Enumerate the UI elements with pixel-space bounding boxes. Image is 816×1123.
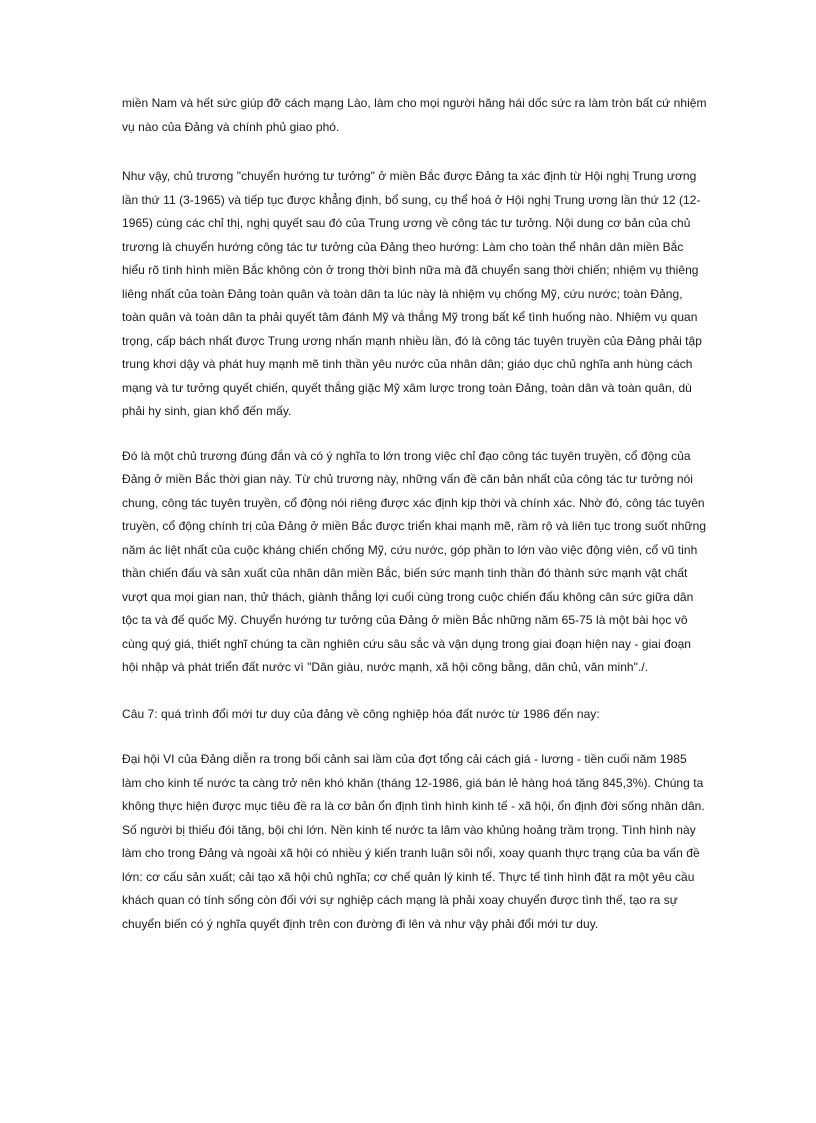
paragraph-congress-vi: Đại hội VI của Đảng diễn ra trong bối cảnh sai lầm của đợt tổng cải cách giá - lương - tiền cuối năm 1985 làm cho kinh tế nước ta càng trở nên khó khăn (tháng 12-1986, giá bán lẻ hàng hoá tăng 845,3%). Chúng ta không thực hiện được mục tiêu đề ra là cơ bản ổn định tình hình kinh tế - xã hội, ổn định đời sống nhân dân. Số người bị thiếu đói tăng, bội chi lớn. Nền kinh tế nước ta lâm vào khủng hoảng trầm trọng. Tình hình này làm cho trong Đảng và ngoài xã hội có nhiều ý kiến tranh luận sôi nổi, xoay quanh thực trạng của ba vấn đề lớn: cơ cấu sản xuất; cải tạo xã hội chủ nghĩa; cơ chế quản lý kinh tế. Thực tế tình hình đặt ra một yêu cầu khách quan có tính sống còn đối với sự nghiệp cách mạng là phải xoay chuyển được tình thế, tạo ra sự chuyển biến có ý nghĩa quyết định trên con đường đi lên và như vậy phải đổi mới tư duy. [122, 752, 705, 931]
paragraph-ideology-shift: Như vậy, chủ trương "chuyển hướng tư tưởng" ở miền Bắc được Đảng ta xác định từ Hội nghị Trung ương lần thứ 11 (3-1965) và tiếp tục được khẳng định, bổ sung, cụ thể hoá ở Hội nghị Trung ương lần thứ 12 (12-1965) cùng các chỉ thị, nghị quyết sau đó của Trung ương về công tác tư tưởng. Nội dung cơ bản của chủ trương là chuyển hướng công tác tư tưởng của Đảng theo hướng: Làm cho toàn thể nhân dân miền Bắc hiểu rõ tình hình miền Bắc không còn ở trong thời bình nữa mà đã chuyển sang thời chiến; nhiệm vụ thiêng liêng nhất của toàn Đảng toàn quân và toàn dân ta lúc này là nhiệm vụ chống Mỹ, cứu nước; toàn Đảng, toàn quân và toàn dân ta phải quyết tâm đánh Mỹ và thắng Mỹ trong bất kể tình huống nào. Nhiệm vụ quan trọng, cấp bách nhất được Trung ương nhấn mạnh nhiều lần, đó là công tác tuyên truyền của Đảng phải tập trung khơi dậy và phát huy mạnh mẽ tinh thần yêu nước của nhân dân; giáo dục chủ nghĩa anh hùng cách mạng và tư tưởng quyết chiến, quyết thắng giặc Mỹ xâm lược trong toàn Đảng, toàn dân và toàn quân, dù phải hy sinh, gian khổ đến mấy. [122, 169, 703, 418]
document-page [122, 92, 708, 958]
paragraph-conclusion: Đó là một chủ trương đúng đắn và có ý nghĩa to lớn trong việc chỉ đạo công tác tuyên truyền, cổ động của Đảng ở miền Bắc thời gian này. Từ chủ trương này, những vấn đề căn bản nhất của công tác tư tưởng nói chung, công tác tuyên truyền, cổ động nói riêng được xác định kịp thời và chính xác. Nhờ đó, công tác tuyên truyền, cổ động chính trị của Đảng ở miền Bắc được triển khai mạnh mẽ, rầm rộ và liên tục trong suốt những năm ác liệt nhất của cuộc kháng chiến chống Mỹ, cứu nước, góp phần to lớn vào việc động viên, cổ vũ tinh thần chiến đấu và sản xuất của nhân dân miền Bắc, biến sức mạnh tinh thần đó thành sức mạnh vật chất vượt qua mọi gian nan, thử thách, giành thắng lợi cuối cùng trong cuộc chiến đấu không cân sức giữa dân tộc ta và đế quốc Mỹ. Chuyển hướng tư tưởng của Đảng ở miền Bắc những năm 65-75 là một bài học vô cùng quý giá, thiết nghĩ chúng ta cần nghiên cứu sâu sắc và vận dụng trong giai đoạn hiện nay - giai đoạn hội nhập và phát triển đất nước vì "Dân giàu, nước mạnh, xã hội công bằng, dân chủ, văn minh"./. [122, 448, 707, 674]
question-heading: Câu 7: quá trình đổi mới tư duy của đảng về công nghiệp hóa đất nước từ 1986 đến nay: [122, 706, 600, 721]
paragraph-intro-continuation: miền Nam và hết sức giúp đỡ cách mạng Lào, làm cho mọi người hăng hái dốc sức ra làm tròn bất cứ nhiệm vụ nào của Đảng và chính phủ giao phó. [122, 96, 707, 134]
